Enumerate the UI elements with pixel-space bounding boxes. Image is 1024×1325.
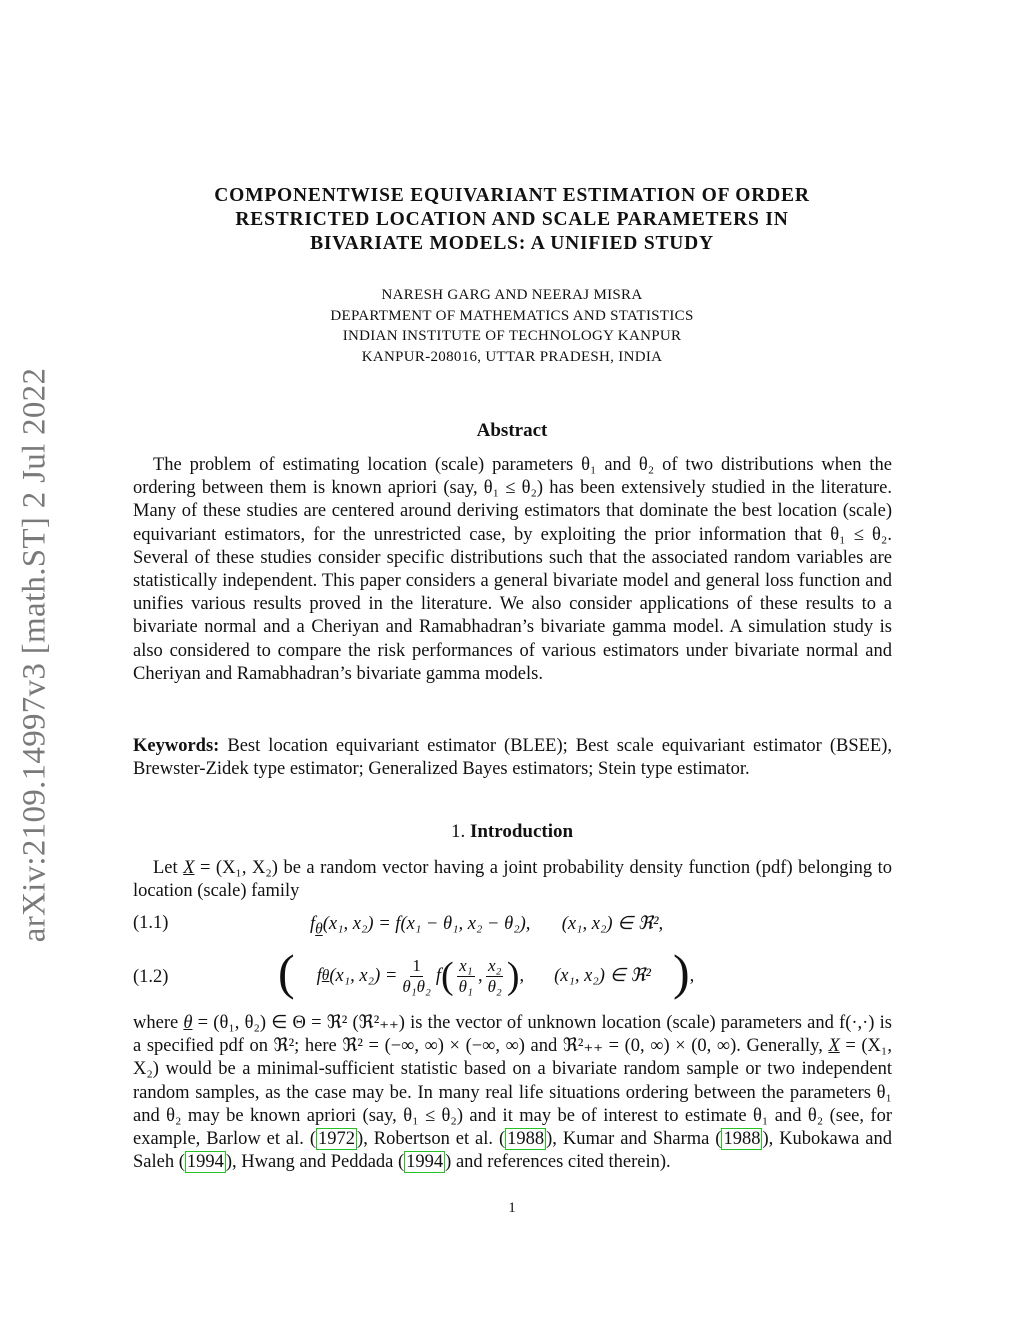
where-text-4: ), Robertson et al. ( — [357, 1129, 506, 1150]
eq1-theta-sub: θ — [315, 920, 323, 938]
eq2-f-inner: f — [435, 965, 442, 986]
author-institute: INDIAN INSTITUTE OF TECHNOLOGY KANPUR — [342, 328, 682, 344]
where-paragraph — [133, 1012, 892, 1174]
where-text-3: = (X₁, X₂) would be a minimal-sufficient statistic based on a bivariate random sample or two independent random samples, as the case may be. In many real life situations ordering between the parameters θ₁ and θ₂ may be known apriori (say, θ₁ ≤ θ₂) and it may be of interest to estimate θ₁ and θ₂ (see, for example, Barlow et al. ( — [133, 1036, 892, 1150]
section-title: Introduction — [469, 821, 574, 842]
where-text-1: where — [133, 1013, 184, 1033]
author-names: NARESH GARG AND NEERAJ MISRA — [381, 287, 643, 303]
eq2-denominator: θ₁θ₂ — [402, 976, 431, 996]
eq2-frac-x2 — [486, 956, 504, 997]
eq2-x1: x₁ — [459, 955, 473, 975]
eq2-tail: , — [689, 965, 695, 986]
page-number: 1 — [508, 1200, 516, 1216]
citation-robertson-link[interactable]: 1988 — [507, 1129, 545, 1150]
section-heading — [0, 821, 1024, 843]
intro-text-2: = (X₁, X₂) be a random vector having a joint probability density function (pdf) belonging to location (scale) family — [133, 858, 892, 902]
where-theta-symbol: θ — [183, 1013, 193, 1033]
title-line-1: COMPONENTWISE EQUIVARIANT ESTIMATION OF ORDER — [214, 185, 810, 206]
where-x-symbol: X — [828, 1036, 840, 1057]
author-block — [200, 285, 824, 367]
equation-1-label: (1.1) — [133, 913, 169, 933]
eq2-frac-x1 — [457, 956, 475, 997]
where-text-8: ) and references cited therein). — [445, 1152, 671, 1173]
intro-text-1: Let — [153, 858, 184, 878]
where-text-6: ), Kubokawa and Saleh ( — [133, 1129, 892, 1173]
author-department: DEPARTMENT OF MATHEMATICS AND STATISTICS — [330, 307, 694, 324]
eq2-numerator: 1 — [412, 955, 421, 975]
keywords-label: Keywords: — [133, 736, 220, 756]
keywords-block — [133, 735, 892, 781]
equation-1 — [310, 913, 663, 939]
eq2-inner-close-paren: ) — [506, 955, 520, 997]
citation-barlow-link[interactable]: 1972 — [318, 1129, 356, 1150]
eq2-fraction — [400, 956, 433, 997]
equation-2-label: (1.2) — [133, 967, 169, 987]
where-text-2: = (θ₁, θ₂) ∈ Θ = ℜ² (ℜ²₊₊) is the vector of unknown location (scale) parameters and f(·,·) is a specified pdf on ℜ²; here ℜ² = (−∞, ∞) × (−∞, ∞) and ℜ²₊₊ = (0, ∞) × (0, ∞). Generally, — [133, 1013, 892, 1057]
citation-hwang-link[interactable]: 1994 — [406, 1152, 444, 1173]
eq2-theta1: θ₁ — [458, 976, 473, 996]
eq2-theta-sub: θ — [321, 967, 330, 984]
title-line-2: RESTRICTED LOCATION AND SCALE PARAMETERS IN — [235, 209, 789, 230]
title-line-3: BIVARIATE MODELS: A UNIFIED STUDY — [310, 233, 714, 254]
eq1-domain: (x₁, x₂) ∈ ℜ², — [561, 914, 664, 934]
arxiv-identifier-text: arXiv:2109.14997v3 [math.ST] 2 Jul 2022 — [16, 367, 53, 943]
eq2-f: f — [316, 965, 322, 986]
citation-kumar-link[interactable]: 1988 — [723, 1129, 761, 1150]
eq1-f: f — [310, 914, 316, 934]
eq2-open-paren: ( — [278, 944, 295, 1000]
abstract-text: The problem of estimating location (scale) parameters θ₁ and θ₂ of two distributions when the ordering between them is known apriori (say, θ₁ ≤ θ₂) has been extensively studied in the literature. Many of these studies are centered around deriving estimators that dominate the best location (scale) equivariant estimators, for the unrestricted case, by exploiting the prior information that θ₁ ≤ θ₂. Several of these studies consider specific distributions such that the associated random variables are statistically independent. This paper considers a general bivariate model and general loss function and unifies various results proved in the literature. We also consider applications of these results to a bivariate normal and a Cheriyan and Ramabhadran’s bivariate gamma model. A simulation study is also considered to compare the risk performances of various estimators under bivariate normal and Cheriyan and Ramabhadran’s bivariate gamma models. — [133, 455, 892, 684]
where-text-7: ), Hwang and Peddada ( — [225, 1152, 405, 1173]
eq1-rhs: (x₁, x₂) = f(x₁ − θ₁, x₂ − θ₂), — [322, 914, 531, 934]
eq2-close-paren: ) — [672, 944, 690, 1000]
equation-2: ( f θ (x₁, x₂) = $\frac{1}{\text{θ₁θ₂}}$ f ( $\frac{\text{x₁}}{\text{θ₁}}$ , $\frac{\text{x₂}}{\text{θ₂}}$ ) , (x₁, x₂) ∈ ℜ² ) , — [278, 944, 695, 1000]
citation-kubokawa-link[interactable]: 1994 — [186, 1152, 224, 1173]
eq2-x2: x₂ — [487, 955, 502, 975]
paper-title — [150, 184, 874, 256]
arxiv-identifier — [10, 360, 60, 950]
section-number: 1. — [450, 821, 466, 842]
eq2-args: (x₁, x₂) = — [329, 965, 398, 986]
eq2-inner-open-paren: ( — [441, 955, 454, 997]
intro-paragraph — [133, 857, 892, 903]
vector-x-symbol: X — [183, 858, 195, 878]
keywords-text: Best location equivariant estimator (BLEE); Best scale equivariant estimator (BSEE), Brewster-Zidek type estimator; Generalized Bayes estimators; Stein type estimator. — [133, 736, 893, 780]
eq2-domain: (x₁, x₂) ∈ ℜ² — [554, 966, 651, 986]
author-address: KANPUR-208016, UTTAR PRADESH, INDIA — [361, 348, 663, 365]
where-text-5: ), Kumar and Sharma ( — [546, 1129, 722, 1150]
eq2-theta2: θ₂ — [487, 976, 502, 996]
abstract-heading: Abstract — [476, 420, 548, 441]
